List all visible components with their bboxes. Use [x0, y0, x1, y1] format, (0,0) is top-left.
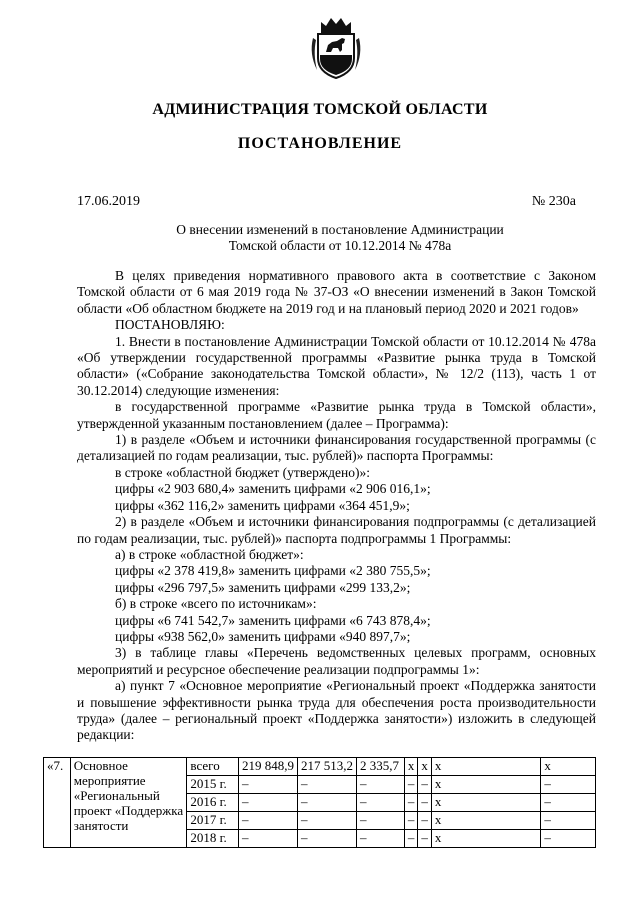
table-cell: –	[356, 794, 404, 812]
table-cell: х	[431, 758, 540, 776]
body-paragraph: цифры «362 116,2» заменить цифрами «364 451,9»;	[115, 497, 410, 513]
table-cell: х	[431, 830, 540, 848]
table-cell: х	[418, 758, 432, 776]
table-cell: –	[238, 776, 297, 794]
table-cell: –	[238, 830, 297, 848]
table-cell: –	[541, 812, 596, 830]
body-paragraph: а) пункт 7 «Основное мероприятие «Региональный проект «Поддержка занятости и повышение эффективности рынка труда для обеспечения роста производительности труда» (далее – региональный проект «Поддержка занятости») изложить в следующей редакции:	[77, 678, 596, 743]
table-cell: 217 513,2	[297, 758, 356, 776]
table-cell: –	[404, 776, 418, 794]
table-cell: –	[356, 812, 404, 830]
body-paragraph: цифры «938 562,0» заменить цифрами «940 897,7»;	[115, 628, 411, 644]
coat-of-arms-icon	[307, 14, 365, 82]
body-paragraph: 3) в таблице главы «Перечень ведомственных целевых программ, основных мероприятий и ресурсное обеспечение реализации подпрограммы 1»:	[77, 645, 596, 677]
body-paragraph: в государственной программе «Развитие рынка труда в Томской области», утвержденной указанным постановлением (далее – Программа):	[77, 399, 596, 431]
body-paragraph: 1. Внести в постановление Администрации Томской области от 10.12.2014 № 478а «Об утверждении государственной программы «Развитие рынка труда в Томской области» («Собрание законодательства Томской области», № 12/2 (113), часть 1 от 30.12.2014) следующие изменения:	[77, 333, 596, 398]
table-cell: 2018 г.	[187, 830, 239, 848]
body-paragraph: цифры «296 797,5» заменить цифрами «299 133,2»;	[115, 579, 411, 595]
table-cell: –	[404, 794, 418, 812]
program-table	[43, 757, 596, 848]
table-cell: –	[418, 812, 432, 830]
body-paragraph: цифры «6 741 542,7» заменить цифрами «6 743 878,4»;	[115, 612, 431, 628]
table-cell: 2016 г.	[187, 794, 239, 812]
table-cell: –	[404, 830, 418, 848]
table-cell: х	[431, 794, 540, 812]
table-cell: –	[356, 830, 404, 848]
table-cell: –	[238, 794, 297, 812]
body-paragraph: 2) в разделе «Объем и источники финансирования подпрограммы (с детализацией по годам реализации, тыс. рублей)» паспорта подпрограммы 1 Программы:	[77, 514, 596, 546]
table-cell: 219 848,9	[238, 758, 297, 776]
subject-line: Томской области от 10.12.2014 № 478а	[228, 238, 452, 253]
measure-name: Основное мероприятие «Региональный проект «Поддержка занятости	[70, 758, 187, 848]
document-body	[77, 268, 596, 744]
resolution-word: ПОСТАНОВЛЯЮ:	[115, 317, 225, 333]
table-cell: –	[541, 794, 596, 812]
table-cell: –	[297, 830, 356, 848]
body-paragraph: 1) в разделе «Объем и источники финансирования государственной программы (с детализацией по годам реализации, тыс. рублей)» паспорта Программы:	[77, 432, 596, 464]
preamble-paragraph: В целях приведения нормативного правового акта в соответствие с Законом Томской области от 6 мая 2019 года № 37-ОЗ «О внесении изменений в Закон Томской области «Об областном бюджете на 2019 год и на плановый период 2020 и 2021 годов»	[77, 268, 596, 316]
table-cell: х	[431, 812, 540, 830]
body-paragraph: а) в строке «областной бюджет»:	[115, 546, 304, 562]
document-type: ПОСТАНОВЛЕНИЕ	[237, 135, 403, 152]
table-cell: –	[418, 776, 432, 794]
table-cell: –	[356, 776, 404, 794]
body-paragraph: в строке «областной бюджет (утверждено)»:	[115, 464, 371, 480]
table-cell: 2015 г.	[187, 776, 239, 794]
table-cell: 2017 г.	[187, 812, 239, 830]
document-subject	[120, 222, 560, 254]
body-paragraph: б) в строке «всего по источникам»:	[115, 596, 317, 612]
table-row	[44, 758, 596, 776]
table-cell: –	[541, 830, 596, 848]
table-cell: х	[431, 776, 540, 794]
table-cell: –	[297, 776, 356, 794]
table-cell: –	[238, 812, 297, 830]
body-paragraph: цифры «2 378 419,8» заменить цифрами «2 380 755,5»;	[115, 563, 431, 579]
table-cell: х	[541, 758, 596, 776]
body-paragraph: цифры «2 903 680,4» заменить цифрами «2 906 016,1»;	[115, 481, 431, 497]
document-number: № 230а	[531, 194, 576, 209]
subject-line: О внесении изменений в постановление Администрации	[176, 222, 504, 237]
table-cell: всего	[187, 758, 239, 776]
table-cell: –	[418, 830, 432, 848]
row-number: «7.	[44, 758, 71, 848]
table-cell: –	[404, 812, 418, 830]
table-cell: –	[297, 794, 356, 812]
organization-title: АДМИНИСТРАЦИЯ ТОМСКОЙ ОБЛАСТИ	[152, 101, 488, 118]
table-cell: х	[404, 758, 418, 776]
table-cell: –	[541, 776, 596, 794]
table-cell: 2 335,7	[356, 758, 404, 776]
table-cell: –	[297, 812, 356, 830]
document-date: 17.06.2019	[77, 194, 140, 209]
table-cell: –	[418, 794, 432, 812]
